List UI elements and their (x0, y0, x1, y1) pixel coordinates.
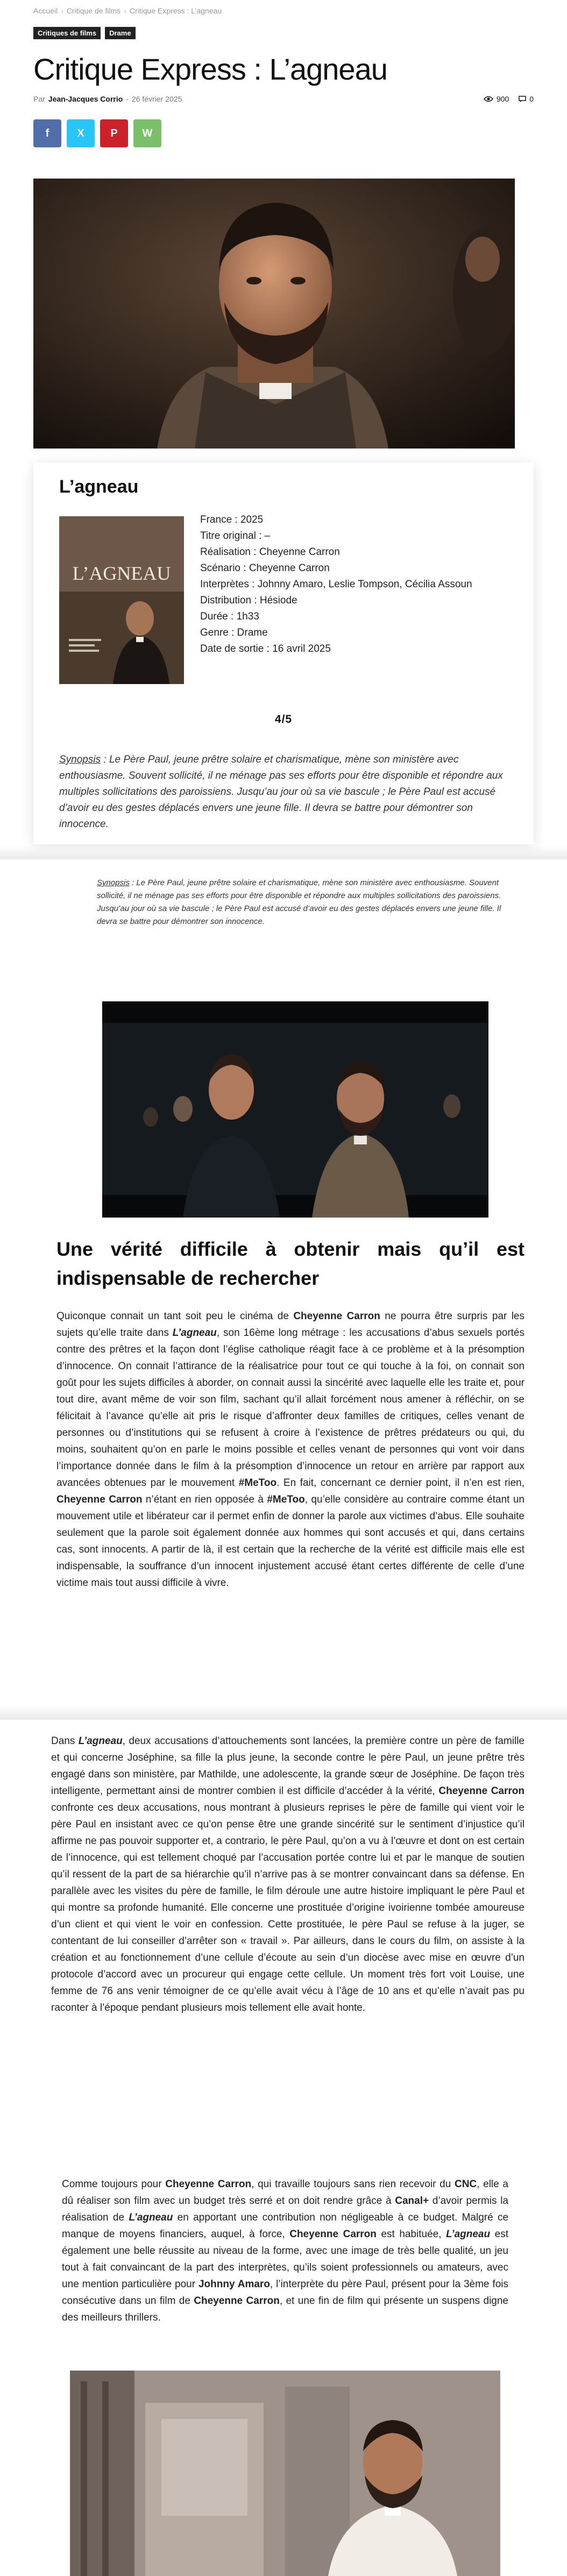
article-paragraph-3 (62, 2176, 508, 2326)
share-facebook-button[interactable] (33, 119, 61, 147)
text-run: Comme toujours pour (62, 2179, 166, 2190)
page-title: Critique Express : L’agneau (33, 52, 387, 86)
text-bold-italic: L’agneau (129, 2212, 173, 2223)
film-still-church (102, 1001, 488, 1218)
breadcrumb-category[interactable]: Critique de films (66, 6, 121, 15)
article-paragraph-1 (56, 1308, 525, 1591)
text-run: , et une fin de film qui présente un suspens digne des meilleurs thrillers. (62, 2295, 508, 2323)
film-rating: 4/5 (274, 713, 293, 725)
meta-separator: - (126, 95, 129, 103)
category-tag-critiques[interactable]: Critiques de films (33, 27, 101, 39)
text-bold: CNC (454, 2179, 477, 2190)
text-bold: Cheyenne Carron (194, 2295, 280, 2307)
synopsis-repeat (97, 877, 506, 928)
film-details (200, 512, 512, 657)
film-detail-original-title: Titre original : – (200, 530, 271, 542)
text-bold: Cheyenne Carron (438, 1785, 525, 1797)
text-run: ne pourra être surpris par les sujets qu’elle traite dans (56, 1311, 525, 1339)
category-tags (33, 27, 534, 39)
post-date: 26 février 2025 (131, 95, 182, 103)
synopsis-label: Synopsis (97, 878, 130, 887)
text-bold: #MeToo (238, 1477, 277, 1489)
film-detail-duration: Durée : 1h33 (200, 611, 259, 622)
pinterest-icon: P (110, 127, 118, 139)
text-bold: Johnny Amaro (198, 2279, 270, 2290)
text-bold: Cheyenne Carron (289, 2229, 377, 2240)
share-pinterest-button[interactable] (100, 119, 128, 147)
text-run: , qu’elle considère au contraire comme étant un mouvement utile et libérateur car il permet enfin de donner la parole aux victimes d’abus. Elle souhaite seulement que la parole soit également donnée aux hommes qui sont accusés et qui, dans certains cas, sont innocents. A partir de là, il est certain que la recherche de la vérité est difficile mais elle est indispensable, la souffrance d’un innocent injustement accusé étant certes différente de celle d’une victime mais tout aussi difficile à vivre. (56, 1494, 525, 1589)
text-bold-italic: L’agneau (446, 2229, 491, 2240)
share-x-button[interactable] (67, 119, 95, 147)
text-run: , l’interprète du père Paul, présent pour la 3ème fois consécutive dans un film de (62, 2279, 508, 2307)
breadcrumb-home[interactable]: Accueil (33, 6, 58, 15)
text-run: . En fait, concernant ce dernier point, il n’en est rien, (277, 1477, 525, 1489)
text-bold: #MeToo (267, 1494, 305, 1505)
text-bold-italic: L’agneau (172, 1327, 217, 1339)
poster-title: L’AGNEAU (72, 563, 171, 584)
text-bold: Canal+ (395, 2195, 429, 2207)
film-detail-screenplay: Scénario : Cheyenne Carron (200, 563, 330, 574)
text-run: Dans (51, 1735, 79, 1747)
category-tag-drame[interactable]: Drame (105, 27, 135, 39)
breadcrumb-separator: › (124, 6, 126, 15)
synopsis-text: : Le Père Paul, jeune prêtre solaire et charismatique, mène son ministère avec enthousiasme. Souvent sollicité, il ne ménage pas ses efforts pour être disponible et répondre aux multiples sollicitations des paroissiens. Jusqu’au jour où sa vie bascule ; le Père Paul est accusé d’avoir eu des gestes déplacés envers une jeune fille. Il devra se battre pour démontrer son innocence. (97, 878, 501, 926)
text-run: Quiconque connait un tant soit peu le cinéma de (56, 1311, 294, 1322)
text-run: , qui travaille toujours sans rien recevoir du (251, 2179, 455, 2190)
views-count: 900 (496, 95, 509, 103)
film-detail-director: Réalisation : Cheyenne Carron (200, 546, 340, 558)
text-run: en apportant une contribution non négligeable à ce budget. Malgré ce manque de moyens financiers, auquel, à force, (62, 2212, 509, 2240)
film-detail-release-date: Date de sortie : 16 avril 2025 (200, 643, 331, 654)
comment-icon (519, 96, 526, 103)
film-synopsis (59, 752, 511, 832)
article-paragraph-2 (51, 1733, 525, 2016)
comments-counter[interactable] (519, 95, 534, 103)
breadcrumb-separator: › (61, 6, 63, 15)
share-whatsapp-button[interactable] (133, 119, 161, 147)
film-info-card (33, 462, 534, 844)
film-detail-genre: Genre : Drame (200, 627, 268, 638)
comments-count: 0 (529, 95, 534, 103)
text-run: n’étant en rien opposée à (142, 1494, 267, 1505)
whatsapp-icon: W (142, 127, 153, 139)
synopsis-label: Synopsis (59, 754, 101, 765)
text-run: est habituée, (376, 2229, 446, 2240)
section-heading: Une vérité difficile à obtenir mais qu’il est indispensable de rechercher (56, 1238, 525, 1289)
film-title: L’agneau (59, 476, 139, 497)
author-link[interactable]: Jean-Jacques Corrio (48, 95, 123, 103)
text-run: est également une belle réussite au niveau de la forme, avec une image de très belle qualité, un jeu tout à fait convaincant de la part des interprètes, qu’ils soient professionnels ou amateurs, avec une mention particulière pour (62, 2229, 508, 2290)
post-stats (484, 95, 534, 103)
film-still-priest-church (70, 2371, 500, 2576)
views-counter (484, 95, 509, 103)
hero-image (33, 179, 515, 449)
breadcrumb-current[interactable]: Critique Express : L’agneau (129, 6, 222, 15)
film-detail-cast: Interprètes : Johnny Amaro, Leslie Tompson, Cécilia Assoun (200, 579, 472, 590)
text-run: , deux accusations d’attouchements sont lancées, la première contre un père de famille et qui concerne Joséphine, sa fille la plus jeune, la seconde contre le père Paul, un jeune prêtre très engagé dans son ministère, par Mathilde, une adolescente, la grande sœur de Joséphine. De façon très intelligente, permettant ainsi de montrer combien il est difficile d’accéder à la vérité, (51, 1735, 525, 1797)
author-prefix: Par (33, 95, 45, 103)
facebook-icon: f (45, 127, 49, 139)
post-meta (33, 95, 534, 103)
text-bold-italic: L’agneau (78, 1735, 123, 1747)
synopsis-text: : Le Père Paul, jeune prêtre solaire et charismatique, mène son ministère avec enthousiasme. Souvent sollicité, il ne ménage pas ses efforts pour être disponible et répondre aux multiples sollicitations des paroissiens. Jusqu’au jour où sa vie bascule ; le Père Paul est accusé d’avoir eu des gestes déplacés envers une jeune fille. Il devra se battre pour démontrer son innocence. (59, 754, 503, 830)
x-icon: X (77, 127, 84, 139)
text-bold: Cheyenne Carron (293, 1311, 380, 1322)
film-detail-country: France : 2025 (200, 514, 264, 525)
divider (0, 845, 567, 859)
text-run: , elle a dû réaliser son film avec un budget très serré et on doit rendre grâce à (62, 2179, 508, 2207)
divider (0, 1706, 567, 1720)
breadcrumb (33, 6, 534, 15)
text-bold: Cheyenne Carron (165, 2179, 252, 2190)
film-poster (59, 516, 184, 684)
text-run: , son 16ème long métrage : les accusations d’abus sexuels portés contre des prêtres et la façon dont l’église catholique réagit face à ce problème et à la présomption d’innocence. On connait l’attirance de la réalisatrice pour tout ce qui touche à la foi, on connait son goût pour les sujets difficiles à aborder, on connait aussi la sincérité avec laquelle elle les traite et, pour tout dire, avant même de voir son film, sachant qu’il allait forcément nous amener à réfléchir, on se félicitait à l’avance qu’elle ait pris le risque d’affronter deux familles de critiques, celles venant de personnes ou d’institutions qui se refusent à croire à l’existence de prêtres prédateurs ou qui, du moins, souhaitent qu’on en parle le moins possible et celles venant de personnes qui vont voir dans l’importance donnée dans le film à la présomption d’innocence un retour en arrière par rapport aux avancées obtenues par le mouvement (56, 1327, 525, 1489)
text-run: d’avoir permis la réalisation de (62, 2195, 508, 2223)
text-run: confronte ces deux accusations, nous montrant à plusieurs reprises le père de famille qui vient voir le père Paul en insistant avec ce qu’on pense être une grande sincérité sur le sentiment d’injustice qu’il affirme ne pas pouvoir supporter et, a contrario, le père Paul, qu’on a vu à l’œuvre et dont on est certain de l’innocence, qui est tellement choqué par l’accusation portée contre lui et par le manque de soutien qu’il ressent de la part de sa hiérarchie qu’il n’arrive pas à se montrer convaincant dans sa défense. En parallèle avec les visites du père de famille, le film déroule une autre histoire impliquant le père Paul et qui montre sa profonde humanité. Elle concerne une prostituée d’origine ivoirienne tombée amoureuse d’un client et qui vient le voir en confession. Cette prostituée, le père Paul se refuse à la juger, se contentant de lui conseiller d’arrêter son « travail ». Par ailleurs, dans le cours du film, on assiste à la création et au fonctionnement d’une cellule d’écoute au sein d’un diocèse avec mise en œuvre d’un protocole d’accord avec un procureur qui engage cette cellule. Un moment très fort voit Louise, une femme de 76 ans venir témoigner de ce qu’elle avait vécu à l’âge de 10 ans et qu’elle n’avait pas pu raconter à l’époque pendant plusieurs mois tellement elle avait honte. (51, 1802, 525, 2013)
film-detail-distribution: Distribution : Hésiode (200, 595, 297, 606)
eye-icon (484, 96, 493, 102)
share-bar (33, 119, 534, 147)
text-bold: Cheyenne Carron (56, 1494, 143, 1505)
